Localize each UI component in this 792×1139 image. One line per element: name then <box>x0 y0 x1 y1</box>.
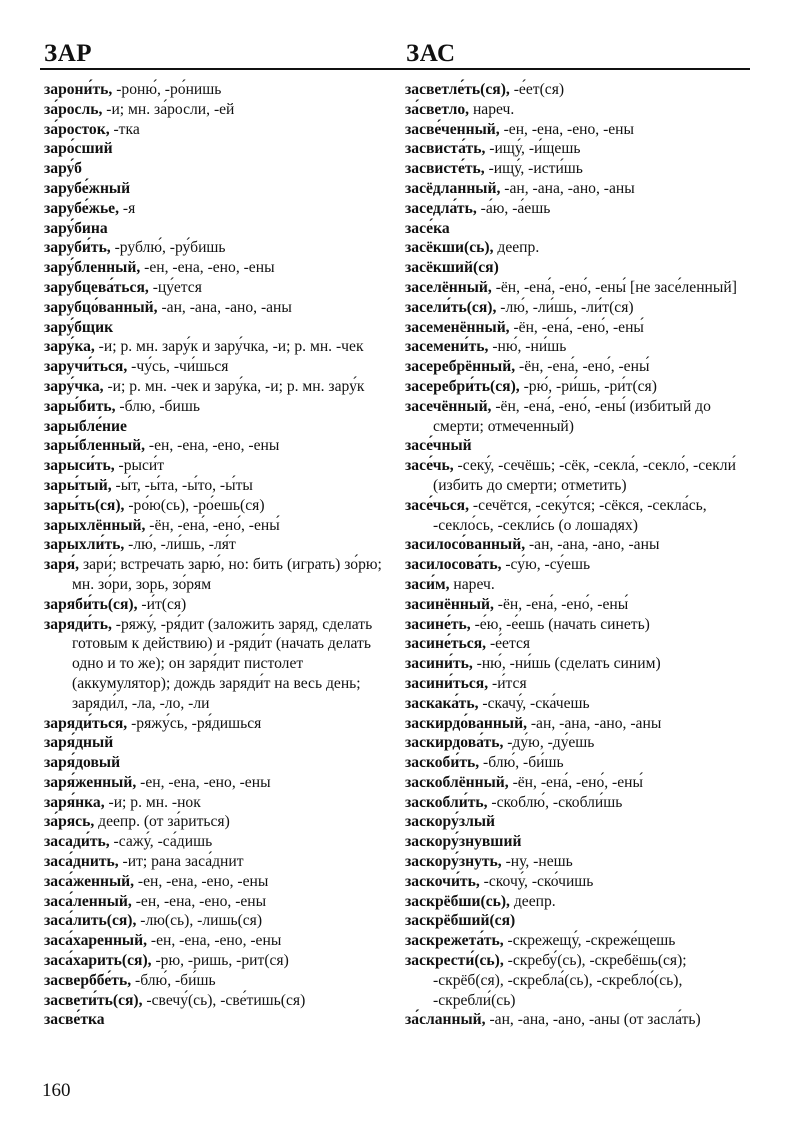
entry-headword: зару́чка, <box>44 377 104 395</box>
entry-forms: -рыси́т <box>114 457 165 475</box>
entry-forms: -ён, -ена́, -ено́, -ены́ <box>508 773 643 791</box>
dictionary-entry <box>405 397 760 437</box>
entry-headword: заря́довый <box>44 754 121 772</box>
entry-headword: засилосо́ванный, <box>405 536 526 554</box>
dictionary-entry <box>44 773 396 793</box>
entry-headword: засине́ть, <box>405 615 471 633</box>
dictionary-entry <box>405 654 760 674</box>
entry-headword: заряби́ть(ся), <box>44 595 138 613</box>
dictionary-entry <box>405 258 760 278</box>
entry-forms: -я <box>119 199 136 217</box>
entry-forms: -ён, -ена́, -ено́, -ены́ (избитый до смерти; отмеченный) <box>433 397 711 435</box>
entry-forms: -и́тся <box>488 674 527 692</box>
entry-forms: -ен, -ена, -ено, -ены <box>140 259 275 277</box>
dictionary-entry <box>44 496 396 516</box>
entry-headword: зарубе́жный <box>44 179 131 197</box>
entry-headword: заса́харенный, <box>44 932 147 950</box>
dictionary-entry <box>405 535 760 555</box>
dictionary-entry <box>44 100 396 120</box>
entry-headword: заручи́ться, <box>44 358 128 376</box>
dictionary-entry <box>405 100 760 120</box>
entry-forms: -ищу́, -и́щешь <box>485 140 581 158</box>
dictionary-entry <box>405 139 760 159</box>
entry-forms: -а́ю, -а́ешь <box>476 199 551 217</box>
dictionary-entry <box>44 733 396 753</box>
dictionary-entry <box>405 694 760 714</box>
entry-forms: -секу́, -сечёшь; -сёк, -секла́, -секло́, -секли́ (избить до смерти; отметить) <box>433 457 736 494</box>
dictionary-entry <box>44 595 396 615</box>
entry-headword: зарыси́ть, <box>44 457 115 475</box>
entry-headword: засели́ть(ся), <box>405 298 497 316</box>
entry-headword: заряди́ть, <box>44 615 112 633</box>
dictionary-entry <box>44 555 396 595</box>
dictionary-entry <box>44 911 396 931</box>
entry-headword: зару́б <box>44 160 82 178</box>
entry-forms: нареч. <box>449 575 495 593</box>
dictionary-entry <box>44 476 396 496</box>
dictionary-entry <box>44 199 396 219</box>
entry-forms: деепр. (от за́риться) <box>94 813 230 831</box>
entry-headword: зарони́ть, <box>44 81 113 98</box>
dictionary-entry <box>44 377 396 397</box>
entry-forms: -е́ю, -е́ешь (начать синеть) <box>470 615 650 633</box>
dictionary-entry <box>405 436 760 456</box>
dictionary-entry <box>44 852 396 872</box>
entry-headword: засе́чь, <box>405 457 454 475</box>
entry-headword: зару́бщик <box>44 318 114 336</box>
entry-headword: зары́ть(ся), <box>44 496 125 514</box>
dictionary-entry <box>44 159 396 179</box>
entry-headword: засечённый, <box>405 397 492 415</box>
dictionary-entry <box>405 951 760 1010</box>
dictionary-entry <box>44 120 396 140</box>
entry-forms: -рублю́, -ру́бишь <box>110 239 226 257</box>
dictionary-entry <box>44 951 396 971</box>
entry-headword: засёдланный, <box>405 179 501 197</box>
entry-forms: деепр. <box>509 892 556 910</box>
dictionary-entry <box>44 812 396 832</box>
entry-headword: заро́сший <box>44 140 113 158</box>
entry-headword: засилосова́ть, <box>405 556 502 574</box>
entry-forms: -ён, -ена́, -ено́, -ены́ <box>509 318 644 336</box>
entry-headword: засемени́ть, <box>405 338 489 356</box>
dictionary-entry <box>405 199 760 219</box>
entry-headword: засинённый, <box>405 595 494 613</box>
entry-forms: -лю́, -ли́шь, -ли́т(ся) <box>496 298 634 316</box>
dictionary-entry <box>405 892 760 912</box>
dictionary-entry <box>44 318 396 338</box>
entry-headword: засини́ть, <box>405 655 473 673</box>
dictionary-entry <box>44 1010 396 1030</box>
entry-headword: зарубцева́ться, <box>44 278 149 296</box>
dictionary-entry <box>405 377 760 397</box>
entry-headword: заря́, <box>44 556 80 574</box>
entry-forms: -рю́, -ри́шь, -ри́т(ся) <box>519 377 657 395</box>
entry-headword: зарубе́жье, <box>44 199 120 217</box>
entry-headword: заря́нка, <box>44 793 105 811</box>
entry-headword: зары́бить, <box>44 397 116 415</box>
entry-headword: за́росль, <box>44 100 103 118</box>
entry-headword: засе́ка <box>405 219 450 237</box>
entry-headword: заскирдо́ванный, <box>405 714 527 732</box>
dictionary-entry <box>44 535 396 555</box>
entry-forms: -ён, -ена́, -ено́, -ены́ <box>493 595 629 613</box>
dictionary-entry <box>405 1010 760 1030</box>
entry-forms: -лю(сь), -лишь(ся) <box>136 912 263 930</box>
entry-headword: засади́ть, <box>44 833 110 851</box>
entry-headword: заря́дный <box>44 734 114 752</box>
dictionary-entry <box>44 258 396 278</box>
entry-forms: -и; р. мн. -чек и зару́ка, -и; р. мн. зару́к <box>103 377 365 395</box>
dictionary-entry <box>405 456 760 496</box>
dictionary-entry <box>44 456 396 476</box>
entry-forms: -блю, -бишь <box>115 397 200 415</box>
entry-headword: заскирдова́ть, <box>405 734 504 752</box>
entry-forms: -рю, -ришь, -рит(ся) <box>151 952 289 970</box>
entry-forms: -скочу́, -ско́чишь <box>479 872 594 890</box>
dictionary-entry <box>405 812 760 832</box>
entry-headword: зару́бина <box>44 219 108 237</box>
dictionary-entry <box>44 417 396 437</box>
entry-forms: -скачу́, -ска́чешь <box>478 694 590 712</box>
dictionary-entry <box>44 971 396 991</box>
entry-headword: засвисте́ть, <box>405 160 485 178</box>
entry-forms: -ен, -ена, -ено, -ены <box>131 892 267 910</box>
entry-forms: -свечу́(сь), -све́тишь(ся) <box>142 991 306 1009</box>
entry-forms: -ряжу́сь, -ря́дишься <box>127 714 262 732</box>
entry-headword: заса́ленный, <box>44 892 132 910</box>
dictionary-entry <box>44 516 396 536</box>
entry-forms: -ен, -ена, -ено, -ены <box>499 120 635 138</box>
dictionary-entry <box>44 278 396 298</box>
entry-forms: -ён, -ена́, -ено́, -ены́ [не засе́ленный] <box>491 278 737 296</box>
dictionary-entry <box>44 357 396 377</box>
header-rule <box>40 68 750 70</box>
entry-forms: -е́ется <box>486 635 531 653</box>
entry-forms: -и; р. мн. -нок <box>104 793 201 811</box>
dictionary-entry <box>405 634 760 654</box>
entry-headword: заскрежета́ть, <box>405 932 504 950</box>
entry-forms: нареч. <box>469 100 515 118</box>
entry-forms: -ро́ю(сь), -ро́ешь(ся) <box>124 496 265 514</box>
entry-headword: засве́ченный, <box>405 120 500 138</box>
dictionary-entry <box>405 298 760 318</box>
entry-forms: -сечётся, -секу́тся; -сёкся, -секла́сь, -секло́сь, -секли́сь (о лошадях) <box>433 496 707 534</box>
left-column <box>44 80 396 1030</box>
entry-forms: зари́; встречать зарю́, но: бить (играть) зо́рю; мн. зо́ри, зорь, зо́рям <box>72 556 382 593</box>
dictionary-entry <box>44 714 396 734</box>
entry-headword: заскору́знуть, <box>405 853 502 871</box>
entry-forms: -ищу́, -исти́шь <box>484 160 583 178</box>
entry-headword: зары́тый, <box>44 476 112 494</box>
entry-forms: -лю́, -ли́шь, -ля́т <box>124 536 236 554</box>
entry-forms: -ён, -ена́, -ено́, -ены́ <box>145 516 280 534</box>
dictionary-entry <box>44 753 396 773</box>
dictionary-entry <box>405 733 760 753</box>
entry-headword: заселённый, <box>405 278 492 296</box>
entry-headword: заса́днить, <box>44 853 119 871</box>
dictionary-entry <box>405 179 760 199</box>
entry-forms: -ен, -ена, -ено, -ены <box>145 437 280 455</box>
dictionary-entry <box>44 397 396 417</box>
entry-headword: зарыхлённый, <box>44 516 146 534</box>
entry-forms: -ан, -ана, -ано, -аны <box>500 179 635 197</box>
dictionary-entry <box>405 773 760 793</box>
entry-forms: -ряжу́, -ря́дит (заложить заряд, сделать готовым к действию) и -ряди́т (начать делать одно и то же); он заря́дит пистолет (аккумулятор); дождь заряди́т на весь день; заряди́л, -ла, -ло, -ли <box>72 615 373 712</box>
dictionary-entry <box>44 615 396 714</box>
entry-headword: засеменённый, <box>405 318 510 336</box>
entry-headword: заскору́знувший <box>405 833 522 851</box>
entry-headword: заскоблённый, <box>405 773 509 791</box>
dictionary-entry <box>405 337 760 357</box>
entry-headword: засе́чный <box>405 437 472 455</box>
dictionary-entry <box>44 892 396 912</box>
dictionary-entry <box>405 714 760 734</box>
dictionary-entry <box>44 931 396 951</box>
dictionary-entry <box>405 832 760 852</box>
dictionary-entry <box>44 179 396 199</box>
entry-headword: зары́бленный, <box>44 437 146 455</box>
entry-forms: -тка <box>109 120 140 138</box>
dictionary-entry <box>405 496 760 536</box>
entry-forms: -скрежещу́, -скреже́щешь <box>503 932 676 950</box>
dictionary-entry <box>405 159 760 179</box>
dictionary-entry <box>405 872 760 892</box>
entry-forms: -роню́, -ро́нишь <box>112 81 222 98</box>
entry-headword: зарыхли́ть, <box>44 536 125 554</box>
running-head-right: ЗАС <box>406 40 456 67</box>
entry-headword: заса́женный, <box>44 872 135 890</box>
dictionary-entry <box>44 436 396 456</box>
entry-forms: -ну, -нешь <box>501 853 573 871</box>
entry-forms: -ан, -ана, -ано, -аны <box>157 298 292 316</box>
dictionary-entry <box>405 555 760 575</box>
entry-forms: деепр. <box>493 239 540 257</box>
entry-headword: засвиста́ть, <box>405 140 486 158</box>
entry-headword: заседла́ть, <box>405 199 477 217</box>
entry-headword: засе́чься, <box>405 496 470 514</box>
dictionary-entry <box>44 337 396 357</box>
page-number: 160 <box>42 1080 71 1101</box>
entry-headword: за́сланный, <box>405 1011 486 1029</box>
entry-headword: зару́бленный, <box>44 259 141 277</box>
dictionary-entry <box>44 991 396 1011</box>
entry-forms: -ен, -ена, -ено, -ены <box>146 932 282 950</box>
dictionary-entry <box>405 238 760 258</box>
dictionary-entry <box>44 139 396 159</box>
entry-headword: заскака́ть, <box>405 694 479 712</box>
dictionary-entry <box>44 793 396 813</box>
entry-forms: -скоблю́, -скобли́шь <box>487 793 623 811</box>
entry-headword: заса́харить(ся), <box>44 952 152 970</box>
dictionary-entry <box>44 238 396 258</box>
dictionary-entry <box>44 298 396 318</box>
entry-headword: заря́женный, <box>44 773 137 791</box>
entry-forms: -ан, -ана, -ано, -аны <box>526 714 662 732</box>
entry-forms: -ен, -ена, -ено, -ены <box>134 872 269 890</box>
entry-headword: заскоби́ть, <box>405 754 480 772</box>
dictionary-entry <box>44 80 396 100</box>
entry-forms: -блю́, -би́шь <box>131 971 216 989</box>
entry-headword: засеребрённый, <box>405 358 516 376</box>
entry-headword: засвети́ть(ся), <box>44 991 143 1009</box>
entry-headword: за́росток, <box>44 120 110 138</box>
entry-forms: -ан, -ана, -ано, -аны <box>525 536 660 554</box>
entry-headword: засветле́ть(ся), <box>405 81 510 98</box>
entry-headword: заряди́ться, <box>44 714 128 732</box>
entry-forms: -скребу́(сь), -скребёшь(ся); -скрёб(ся), -скребла́(сь), -скребло́(сь), -скребли́(сь) <box>433 952 687 1009</box>
dictionary-entry <box>405 575 760 595</box>
entry-forms: -сажу́, -са́дишь <box>109 833 213 851</box>
entry-headword: заскору́злый <box>405 813 495 831</box>
dictionary-entry <box>405 674 760 694</box>
entry-forms: -ён, -ена́, -ено́, -ены́ <box>515 358 650 376</box>
entry-forms: -и; мн. за́росли, -ей <box>102 100 235 118</box>
dictionary-entry <box>405 793 760 813</box>
entry-headword: за́рясь, <box>44 813 95 831</box>
dictionary-entry <box>405 595 760 615</box>
entry-forms: -ы́т, -ы́та, -ы́то, -ы́ты <box>111 476 253 494</box>
entry-headword: заскобли́ть, <box>405 793 488 811</box>
entry-headword: засини́ться, <box>405 674 489 692</box>
entry-forms: -блю́, -би́шь <box>479 754 564 772</box>
entry-forms: -ен, -ена, -ено, -ены <box>136 773 271 791</box>
dictionary-entry <box>405 80 760 100</box>
entry-headword: заскочи́ть, <box>405 872 480 890</box>
dictionary-entry <box>405 615 760 635</box>
dictionary-entry <box>44 219 396 239</box>
dictionary-entry <box>405 852 760 872</box>
right-column <box>405 80 760 1030</box>
entry-headword: заскрёбши(сь), <box>405 892 510 910</box>
entry-forms: -чу́сь, -чи́шься <box>127 358 229 376</box>
entry-headword: заси́м, <box>405 575 450 593</box>
entry-forms: -ню́, -ни́шь (сделать синим) <box>472 655 661 673</box>
entry-headword: засверббе́ть, <box>44 971 132 989</box>
entry-headword: зарыбле́ние <box>44 417 127 435</box>
dictionary-entry <box>405 753 760 773</box>
entry-headword: засве́тка <box>44 1011 105 1029</box>
entry-headword: зарубцо́ванный, <box>44 298 158 316</box>
entry-headword: заскрёбший(ся) <box>405 912 516 930</box>
dictionary-entry <box>405 911 760 931</box>
dictionary-entry <box>405 120 760 140</box>
entry-headword: за́светло, <box>405 100 470 118</box>
entry-headword: засеребри́ть(ся), <box>405 377 520 395</box>
entry-headword: заруби́ть, <box>44 239 111 257</box>
entry-forms: -цу́ется <box>148 278 202 296</box>
entry-forms: -е́ет(ся) <box>509 81 565 98</box>
running-head-left: ЗАР <box>44 40 93 67</box>
entry-forms: -ан, -ана, -ано, -аны (от засла́ть) <box>485 1011 701 1029</box>
dictionary-entry <box>405 318 760 338</box>
entry-headword: заскрести́(сь), <box>405 952 504 970</box>
entry-headword: заса́лить(ся), <box>44 912 137 930</box>
entry-headword: засине́ться, <box>405 635 487 653</box>
entry-forms: -и́т(ся) <box>137 595 187 613</box>
entry-forms: -ню́, -ни́шь <box>488 338 567 356</box>
entry-headword: зару́ка, <box>44 338 95 356</box>
entry-headword: засёкши(сь), <box>405 239 494 257</box>
dictionary-entry <box>405 278 760 298</box>
entry-forms: -и; р. мн. зару́к и зару́чка, -и; р. мн. -чек <box>94 338 364 356</box>
entry-headword: засёкший(ся) <box>405 259 499 277</box>
entry-forms: -ду́ю, -ду́ешь <box>503 734 595 752</box>
dictionary-entry <box>44 872 396 892</box>
dictionary-entry <box>405 219 760 239</box>
dictionary-entry <box>405 357 760 377</box>
dictionary-entry <box>405 931 760 951</box>
entry-forms: -су́ю, -су́ешь <box>501 556 591 574</box>
entry-forms: -ит; рана заса́днит <box>118 853 244 871</box>
dictionary-entry <box>44 832 396 852</box>
